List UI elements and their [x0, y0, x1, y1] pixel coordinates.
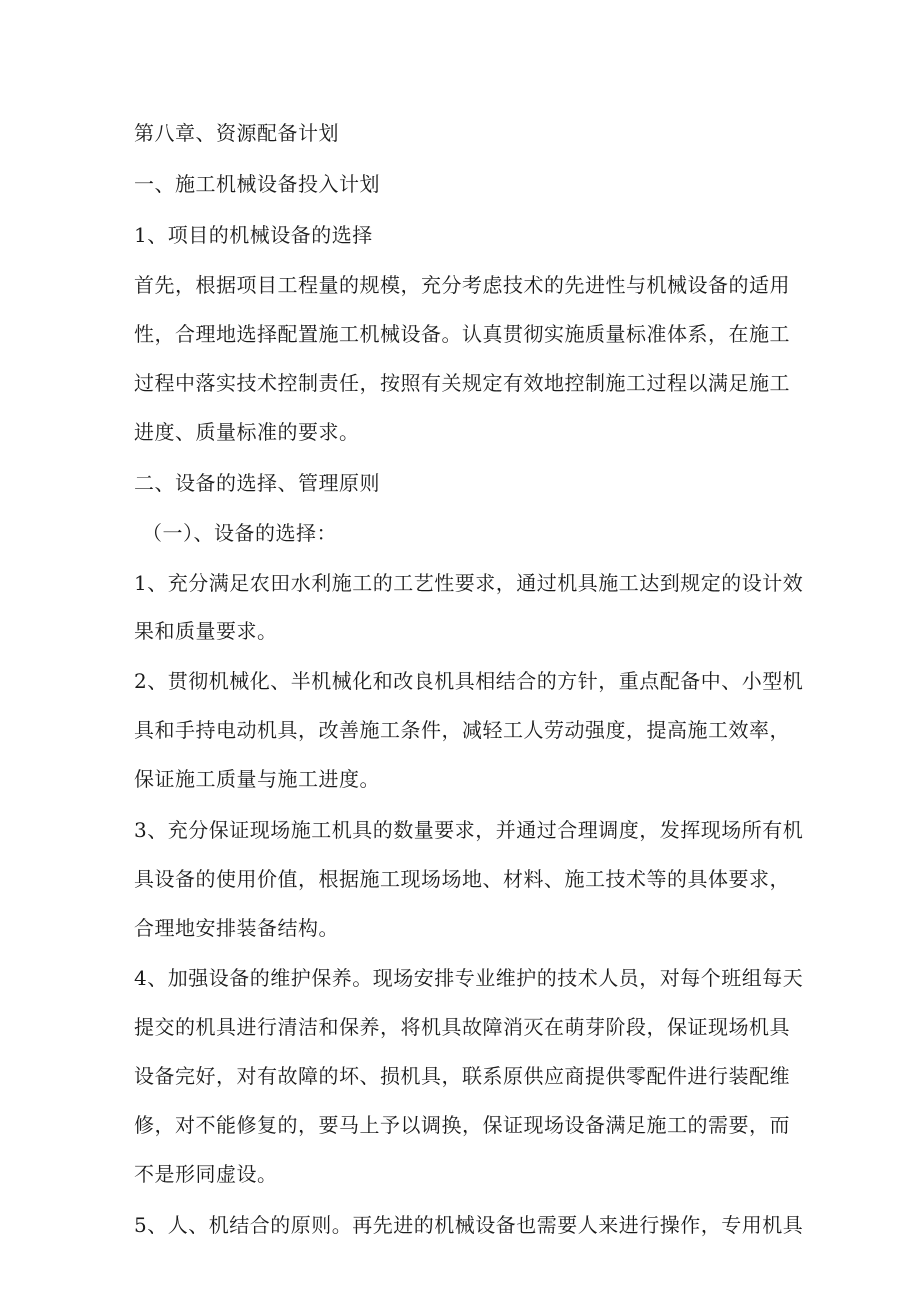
paragraph-line: 具设备的使用价值，根据施工现场场地、材料、施工技术等的具体要求， — [134, 867, 790, 891]
paragraph-line: 2、贯彻机械化、半机械化和改良机具相结合的方针，重点配备中、小型机 — [134, 669, 804, 693]
subsection-title: （一）、设备的选择： — [142, 521, 337, 545]
section-title: 二、设备的选择、管理原则 — [134, 471, 380, 495]
paragraph-line: 提交的机具进行清洁和保养，将机具故障消灭在萌芽阶段，保证现场机具 — [134, 1015, 790, 1039]
paragraph-line: 设备完好，对有故障的坏、损机具，联系原供应商提供零配件进行装配维 — [134, 1064, 790, 1088]
paragraph-line: 合理地安排装备结构。 — [134, 916, 339, 940]
paragraph-line: 修，对不能修复的，要马上予以调换，保证现场设备满足施工的需要，而 — [134, 1113, 790, 1137]
paragraph-line: 3、充分保证现场施工机具的数量要求，并通过合理调度，发挥现场所有机 — [134, 818, 804, 842]
paragraph-line: 1、充分满足农田水利施工的工艺性要求，通过机具施工达到规定的设计效 — [134, 571, 804, 595]
subsection-title: 1、项目的机械设备的选择 — [134, 223, 373, 247]
paragraph-line: 进度、质量标准的要求。 — [134, 420, 360, 444]
paragraph-line: 不是形同虚设。 — [134, 1162, 278, 1186]
paragraph-line: 性，合理地选择配置施工机械设备。认真贯彻实施质量标准体系，在施工 — [134, 322, 790, 346]
paragraph-line: 具和手持电动机具，改善施工条件，减轻工人劳动强度，提高施工效率， — [134, 718, 790, 742]
paragraph-line: 保证施工质量与施工进度。 — [134, 767, 380, 791]
paragraph-line: 4、加强设备的维护保养。现场安排专业维护的技术人员，对每个班组每天 — [134, 966, 804, 990]
chapter-title: 第八章、资源配备计划 — [134, 121, 339, 145]
section-title: 一、施工机械设备投入计划 — [134, 172, 380, 196]
paragraph-line: 过程中落实技术控制责任，按照有关规定有效地控制施工过程以满足施工 — [134, 371, 790, 395]
paragraph-line: 果和质量要求。 — [134, 619, 278, 643]
paragraph-line: 首先，根据项目工程量的规模，充分考虑技术的先进性与机械设备的适用 — [134, 273, 790, 297]
paragraph-line: 5、人、机结合的原则。再先进的机械设备也需要人来进行操作，专用机具 — [134, 1213, 804, 1237]
